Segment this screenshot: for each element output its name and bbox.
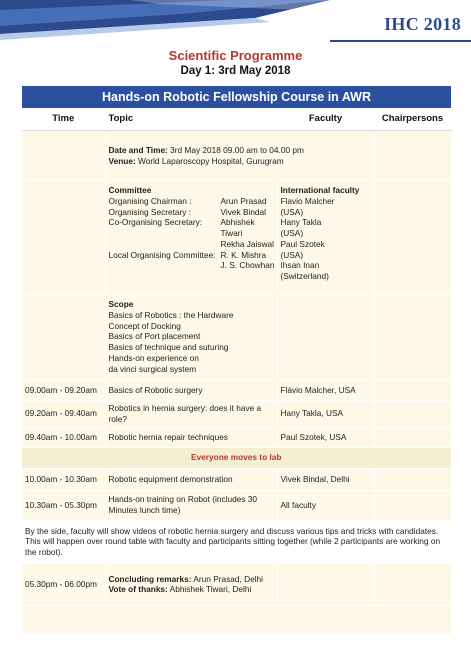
international-line: (Switzerland): [280, 271, 329, 282]
committee-heading: Committee: [108, 185, 152, 195]
venue-label: Venue:: [108, 155, 136, 166]
committee-cell: [105, 181, 277, 295]
table-cell: [374, 131, 451, 181]
brand-logo-text: IHC 2018: [384, 14, 461, 34]
programme-table: [22, 108, 452, 606]
table-cell: [277, 295, 374, 381]
international-line: Flavio Malcher: [280, 195, 335, 206]
table-cell: [22, 131, 105, 181]
committee-row: [22, 181, 451, 295]
international-line: Paul Szotek: [280, 238, 325, 249]
international-line: (USA): [280, 228, 304, 239]
note-text: By the side, faculty will show videos of robotic hernia surgery and discuss various tips and tricks with candidates. This will happen over round table with faculty and participants sitting together (while 2 participants are working on the robot).: [22, 520, 451, 563]
info-row: [22, 131, 451, 181]
committee-role: Local Organising Committee:: [108, 249, 216, 260]
course-title-bar: Hands-on Robotic Fellowship Course in AWR: [22, 86, 451, 108]
table-cell: [374, 295, 451, 381]
scope-line: Basics of Port placement: [108, 331, 201, 342]
international-line: Ihsan Inan: [280, 260, 320, 271]
table-cell: [277, 563, 374, 605]
column-header-faculty: Faculty: [277, 108, 374, 131]
note-row: [22, 520, 451, 563]
table-cell: [374, 490, 451, 520]
programme-table-container: [22, 108, 451, 634]
session-time: 10.30am - 05.30pm: [22, 490, 105, 520]
table-cell: [374, 427, 451, 447]
table-row: [22, 427, 451, 447]
scope-line: da vinci surgical system: [108, 363, 197, 374]
date-value: 3rd May 2018 09.00 am to 04.00 pm: [170, 144, 304, 155]
table-header-row: [22, 108, 451, 131]
session-faculty: All faculty: [277, 490, 374, 520]
committee-name: Rekha Jaiswal: [220, 238, 274, 249]
scope-line: Hands-on experience on: [108, 352, 199, 363]
table-cell: [374, 181, 451, 295]
committee-name: Arun Prasad: [220, 195, 267, 206]
column-header-chairpersons: Chairpersons: [374, 108, 451, 131]
closing-time: 05.30pm - 06.00pm: [22, 563, 105, 605]
session-time: 09.00am - 09.20am: [22, 381, 105, 401]
table-cell: [374, 468, 451, 490]
table-cell: [22, 295, 105, 381]
session-faculty: Vivek Bindal, Delhi: [277, 468, 374, 490]
table-cell: [374, 563, 451, 605]
date-label: Date and Time:: [108, 144, 168, 155]
session-time: 10.00am - 10.30am: [22, 468, 105, 490]
committee-role: [109, 260, 221, 271]
international-faculty-cell: [277, 181, 374, 295]
table-cell: [374, 401, 451, 428]
committee-role: Co-Organising Secretary:: [108, 217, 203, 228]
thanks-value: Abhishek Tiwari, Delhi: [169, 584, 252, 595]
thanks-label: Vote of thanks:: [108, 584, 168, 595]
session-faculty: Paul Szotek, USA: [277, 427, 374, 447]
session-topic: Basics of Robotic surgery: [105, 381, 277, 401]
table-row: [22, 468, 451, 490]
scope-line: Basics of technique and suturing: [108, 342, 229, 353]
lab-notice-row: [22, 447, 451, 468]
column-header-time: Time: [22, 108, 105, 131]
remarks-label: Concluding remarks:: [108, 573, 192, 584]
scope-line: Concept of Docking: [108, 320, 181, 331]
bottom-margin: [0, 636, 471, 670]
closing-row: [22, 563, 451, 605]
table-row: [22, 401, 451, 428]
international-line: (USA): [280, 249, 304, 260]
committee-role: [109, 239, 221, 250]
committee-role: [109, 228, 221, 239]
committee-name: R. K. Mishra: [220, 249, 267, 260]
page-title: Scientific Programme: [168, 48, 303, 63]
session-topic: Robotic equipment demonstration: [105, 468, 277, 490]
committee-name: Vivek Bindal: [220, 206, 267, 217]
venue-value: World Laparoscopy Hospital, Gurugram: [138, 155, 284, 166]
lab-notice: Everyone moves to lab: [22, 447, 451, 468]
remarks-value: Arun Prasad, Delhi: [193, 573, 263, 584]
table-cell: [374, 381, 451, 401]
committee-role: Organising Secretary :: [108, 206, 192, 217]
committee-name: Abhishek: [220, 217, 255, 228]
info-cell: [105, 131, 374, 181]
session-topic: Robotic hernia repair techniques: [105, 427, 277, 447]
table-row: [22, 381, 451, 401]
session-faculty: Flávio Malcher, USA: [277, 381, 374, 401]
session-topic: Hands-on training on Robot (includes 30 Minutes lunch time): [105, 490, 277, 520]
committee-role: Organising Chairman :: [108, 195, 192, 206]
scope-line: Basics of Robotics : the Hardware: [108, 309, 234, 320]
international-line: (USA): [280, 206, 304, 217]
column-header-topic: Topic: [105, 108, 277, 131]
day-subtitle: Day 1: 3rd May 2018: [180, 65, 291, 77]
session-time: 09.20am - 09.40am: [22, 401, 105, 428]
international-heading: International faculty: [280, 185, 360, 195]
scope-cell: [105, 295, 277, 381]
table-row: [22, 490, 451, 520]
session-topic: Robotics in hernia surgery: does it have a role?: [105, 401, 277, 428]
table-cell: [22, 181, 105, 295]
session-time: 09.40am - 10.00am: [22, 427, 105, 447]
committee-name: Tiwari: [220, 228, 243, 239]
session-faculty: Hany Takla, USA: [277, 401, 374, 428]
closing-cell: [105, 563, 277, 605]
international-line: Hany Takla: [280, 217, 322, 228]
scope-heading: Scope: [108, 299, 134, 309]
committee-name: J. S. Chowhan: [220, 260, 275, 271]
scope-row: [22, 295, 451, 381]
